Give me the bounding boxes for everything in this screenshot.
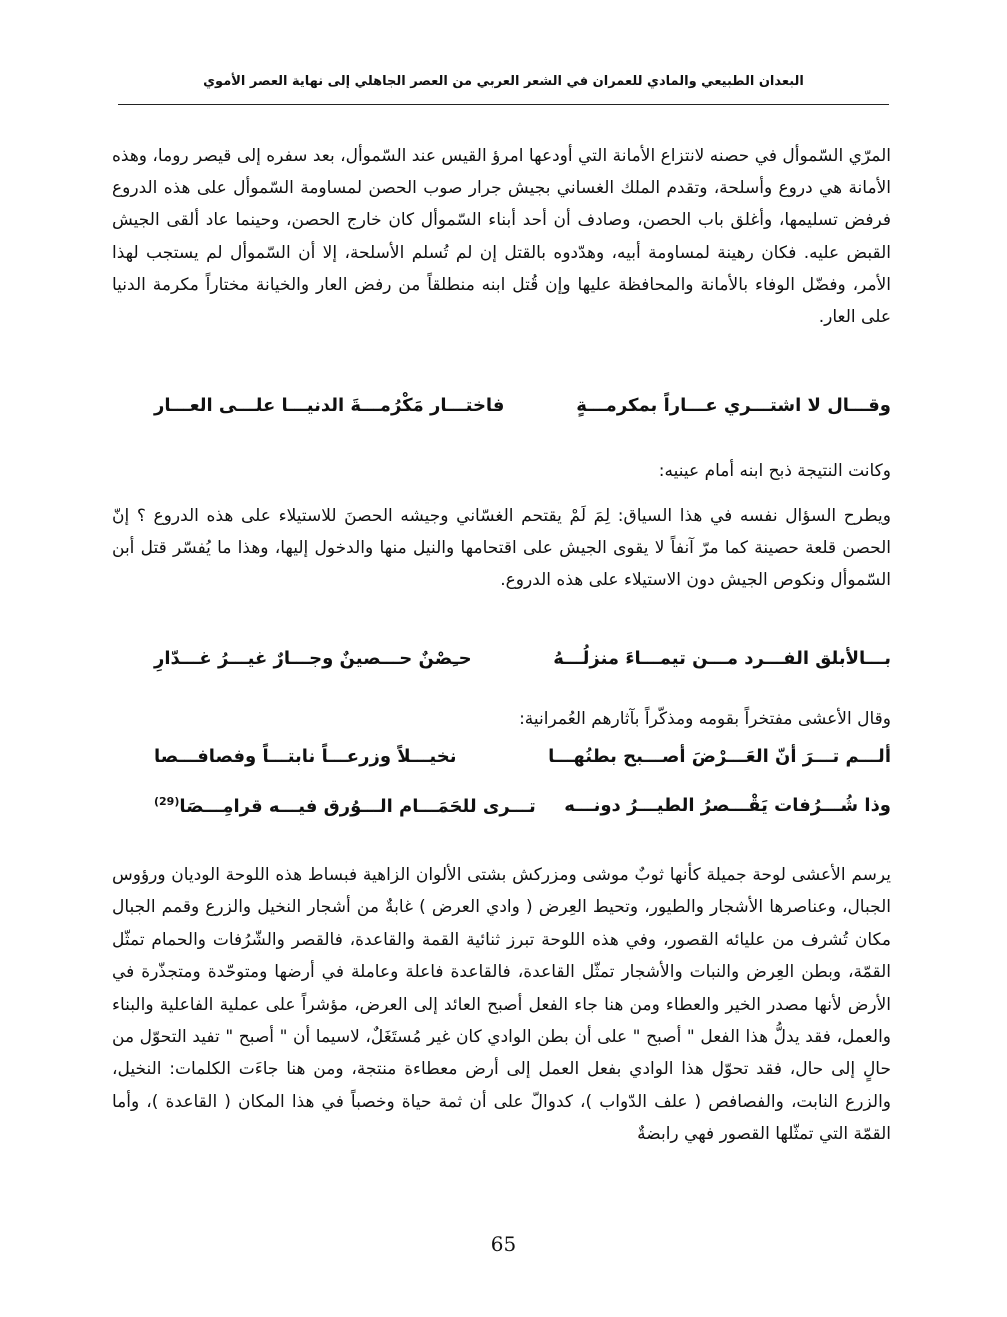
verse-4-second-hemistich [154,795,536,817]
verse-1-second-hemistich: فاختـــار مَكْرُمـــةَ الدنيـــا علـــى العـــار [154,395,505,416]
verse-3-second-hemistich: نخيـــلاً وزرعـــاً نابتـــاً وفصافـــصا [154,746,457,767]
verse-1-first-hemistich: وقـــال لا اشتـــري عـــاراً بمكرمـــةٍ [576,395,891,416]
paragraph-2: وكانت النتيجة ذبح ابنه أمام عينيه: [658,461,891,481]
verse-2-first-hemistich: بـــالأبلق الفـــرد مـــن تيمـــاءَ منزلُـــهُ [553,648,891,669]
verse-3-first-hemistich: ألـــم تـــرَ أنّ العَـــرْضَ أصـــبح بطنُهـــا [548,746,891,767]
verse-4-first-hemistich: وذا شُـــرُفات يَقْـــصرُ الطيـــرُ دونـــه [564,795,891,816]
verse-line-3 [112,746,891,776]
header-divider [118,104,889,105]
verse-line-1 [112,395,891,425]
paragraph-1: المرّي السّموأل في حصنه لانتزاع الأمانة التي أودعها امرؤ القيس عند السّموأل، بعد سفره إلى قيصر روما، وهذه الأمانة هي دروع وأسلحة، وتقدم الملك الغساني بجيش جرار صوب الحصن لمساومة السّموأل على هذه الدروع فرفض تسليمها، وأغلق باب الحصن، وصادف أن أحد أبناء السّموأل كان خارج الحصن، وحينما عاد ألقى الجيش القبض عليه. فكان رهينة لمساومة أبيه، وهدّدوه بالقتل إن لم تُسلم الأسلحة، إلا أن السّموأل لم يستجب لهذا الأمر، وفضّل الوفاء بالأمانة والمحافظة عليها وإن قُتل ابنه منطلقاً من رفض العار والخيانة مختاراً مكرمة الدنيا على العار. [112,146,891,328]
paragraph-5: يرسم الأعشى لوحة جميلة كأنها ثوبٌ موشى ومزركش بشتى الألوان الزاهية فبساط هذه اللوحة الوديان ورؤوس الجبال، وعناصرها الأشجار والطيور، وتحيط العِرض ( وادي العرض ) غابةٌ من أشجار النخيل والزرع وقمم الجبال مكان تُشرف من عليائه القصور، وفي هذه اللوحة تبرز ثنائية القمة والقاعدة، فالقصر والشّرُفات والحمام تمثّل القمّة، وبطن العِرض والنبات والأشجار تمثّل القاعدة، فالقاعدة فاعلة وعاملة في أرضها ومتوحّدة ومتجذّرة في الأرض لأنها مصدر الخير والعطاء ومن هنا جاء الفعل أصبح العائد إلى العرض، مؤشراً على عملية الفاعلية والبناء والعمل، فقد يدلُّ هذا الفعل " أصبح " على أن بطن الوادي كان غير مُستَغَلٌ، لاسيما أن " أصبح " تفيد التحوّل من حالٍ إلى حال، فقد تحوّل هذا الوادي بفعل العمل إلى أرض معطاءة منتجة، ومن هنا جاءَت الكلمات: النخيل، والزرع النابت، والفصافص ( علف الدّواب )، كدوالّ على أن ثمة حياة وخصباً في هذا المكان ( القاعدة )، وأما القمّة التي تمثّلها القصور فهي رابضةٌ [112,865,891,1145]
page-number: 65 [490,1232,517,1256]
running-header: البعدان الطبيعي والمادي للعمران في الشعر العربي من العصر الجاهلي إلى نهاية العصر الأموي [203,74,804,89]
paragraph-3: ويطرح السؤال نفسه في هذا السياق: لِمَ لَمْ يقتحم الغسّاني وجيشه الحصنَ للاستيلاء على هذه الدروع ؟ إنّ الحصن قلعة حصينة كما مرّ آنفاً لا يقوى الجيش على اقتحامها والنيل منها والدخول إليها، وهذا ما يُفسّر قتل أبن السّموأل ونكوص الجيش دون الاستيلاء على هذه الدروع. [112,506,891,591]
footnote-marker[interactable]: (29) [154,795,180,808]
verse-2-second-hemistich: حـِصْنٌ حـــصينٌ وجـــارٌ غيـــرُ غـــدّارِ [154,648,472,669]
verse-line-2 [112,648,891,678]
paragraph-4: وقال الأعشى مفتخراً بقومه ومذكّراً بآثارهم العُمرانية: [519,709,891,729]
verse-4-second-text: تـــرى للحَمَـــام الـــوُرق فيـــه قرامِـــصَا [179,796,536,817]
verse-line-4 [112,795,891,825]
